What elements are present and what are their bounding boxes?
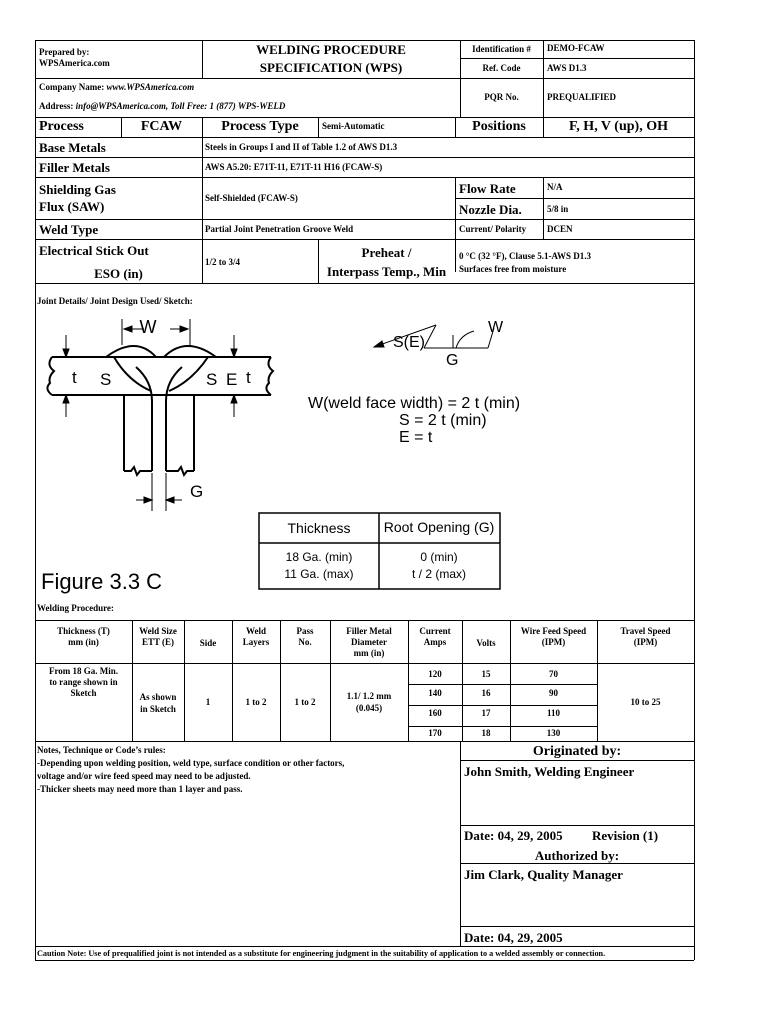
- filler-metals-label: Filler Metals: [39, 160, 110, 175]
- prepared-by-label: Prepared by:: [39, 47, 90, 57]
- col-filler: [330, 626, 408, 659]
- table-row-1-amps: 120: [428, 669, 442, 679]
- page-title-line1: WELDING PROCEDURE: [256, 42, 406, 57]
- weld-symbol-w: W: [488, 319, 504, 336]
- sketch-table-thickness-max: 11 Ga. (max): [284, 567, 354, 581]
- cell-filler-line2: (0.045): [355, 703, 383, 713]
- cell-weld-size: [132, 691, 184, 715]
- process-label: Process: [39, 119, 84, 134]
- sketch-t-left-label: t: [72, 368, 77, 387]
- address-value: info@WPSAmerica.com, Toll Free: 1 (877) WPS-WELD: [75, 101, 286, 111]
- authorized-by-label: Authorized by:: [534, 848, 620, 863]
- cell-filler: [330, 690, 408, 714]
- pqr-value: PREQUALIFIED: [547, 92, 617, 102]
- eso-value: 1/2 to 3/4: [205, 257, 240, 267]
- flow-rate-value: N/A: [547, 182, 563, 192]
- preheat-value-line1: 0 °C (32 °F), Clause 5.1-AWS D1.3: [459, 251, 591, 261]
- company-name: [39, 82, 194, 92]
- process-type-label: Process Type: [221, 119, 299, 134]
- cell-thickness: [35, 666, 132, 699]
- positions-value: F, H, V (up), OH: [569, 119, 668, 134]
- col-weld-size-line1: Weld Size: [139, 626, 177, 636]
- col-layers-line2: Layers: [242, 637, 270, 647]
- col-weld-size-line2: ETT (E): [141, 637, 175, 647]
- table-row-4-wire: 130: [546, 728, 561, 738]
- cell-weld-size-line2: in Sketch: [140, 704, 176, 714]
- table-row-2-volts: 16: [481, 688, 491, 698]
- formula-e: E = t: [399, 429, 433, 446]
- table-row-2-amps: 140: [428, 688, 442, 698]
- col-layers-line1: Weld: [245, 626, 266, 636]
- col-weld-size: [132, 626, 184, 648]
- cell-travel: 10 to 25: [630, 697, 661, 707]
- joint-sketch: [36, 305, 576, 605]
- company-label: Company Name:: [39, 82, 105, 92]
- joint-details-label: Joint Details/ Joint Design Used/ Sketch:: [37, 296, 193, 306]
- page-title-line2: SPECIFICATION (WPS): [259, 60, 403, 75]
- col-thickness-line2: mm (in): [68, 637, 99, 647]
- col-pass: [280, 626, 330, 648]
- col-travel-line1: Travel Speed: [620, 626, 671, 636]
- address: [39, 101, 285, 111]
- col-thickness: [35, 626, 132, 648]
- weld-type-value: Partial Joint Penetration Groove Weld: [205, 224, 354, 234]
- preheat-label-line2: Interpass Temp., Min: [326, 264, 447, 279]
- pqr-label: PQR No.: [484, 92, 519, 102]
- nozzle-dia-label: Nozzle Dia.: [459, 202, 522, 217]
- formula-s: S = 2 t (min): [399, 412, 487, 429]
- welding-procedure-label: Welding Procedure:: [37, 603, 114, 613]
- ref-code-value: AWS D1.3: [547, 63, 587, 73]
- caution-note: Caution Note: Use of prequalified joint is not intended as a substitute for engineering judgment in the suitability of application to a welded assembly or connection.: [37, 949, 606, 958]
- process-value: FCAW: [140, 119, 183, 134]
- table-row-4-amps: 170: [428, 728, 442, 738]
- originated-date: Date: 04, 29, 2005: [464, 828, 563, 843]
- cell-thickness-line3: Sketch: [70, 688, 97, 698]
- col-travel-line2: (IPM): [633, 637, 658, 647]
- sketch-e-label: E: [226, 370, 238, 389]
- col-filler-line3: mm (in): [353, 648, 385, 658]
- cell-weld-size-line1: As shown: [139, 692, 177, 702]
- figure-caption: Figure 3.3 C: [41, 569, 163, 594]
- base-metals-value: Steels in Groups I and II of Table 1.2 of AWS D1.3: [205, 142, 398, 152]
- sketch-table-header-root: Root Opening (G): [383, 519, 495, 535]
- cell-layers: 1 to 2: [245, 697, 267, 707]
- weld-type-label: Weld Type: [39, 222, 99, 237]
- table-row-3-amps: 160: [428, 708, 442, 718]
- col-thickness-line1: Thickness (T): [57, 626, 110, 636]
- col-wire-feed: [510, 626, 597, 648]
- col-wire-feed-line2: (IPM): [541, 637, 566, 647]
- sketch-table-thickness-min: 18 Ga. (min): [285, 550, 353, 564]
- cell-side: 1: [205, 697, 211, 707]
- col-wire-feed-line1: Wire Feed Speed: [520, 626, 587, 636]
- current-polarity-value: DCEN: [547, 224, 573, 234]
- table-row-1-volts: 15: [481, 669, 491, 679]
- company-value: www.WPSAmerica.com: [106, 82, 195, 92]
- col-current-line1: Current: [419, 626, 451, 636]
- revision: Revision (1): [592, 828, 659, 843]
- col-current-line2: Amps: [423, 637, 447, 647]
- sketch-w-label: W: [139, 317, 157, 337]
- identification-label: Identification #: [472, 44, 531, 54]
- eso-label-line2: ESO (in): [94, 266, 143, 281]
- sketch-table-header-thickness: Thickness: [287, 520, 351, 536]
- sketch-table-root-max: t / 2 (max): [411, 567, 467, 581]
- cell-filler-line1: 1.1/ 1.2 mm: [346, 691, 392, 701]
- preheat-value-line2: Surfaces free from moisture: [459, 264, 567, 274]
- eso-label-line1: Electrical Stick Out: [39, 243, 149, 258]
- cell-thickness-line1: From 18 Ga. Min.: [48, 666, 119, 676]
- current-polarity-label: Current/ Polarity: [459, 224, 527, 234]
- cell-thickness-line2: to range shown in: [49, 677, 118, 687]
- preheat-label-line1: Preheat /: [361, 245, 412, 260]
- col-pass-line2: No.: [298, 637, 312, 647]
- weld-symbol-se: S(E): [393, 334, 425, 351]
- authorized-date: Date: 04, 29, 2005: [464, 930, 563, 945]
- col-filler-line1: Filler Metal: [346, 626, 392, 636]
- base-metals-label: Base Metals: [39, 140, 106, 155]
- notes-title: Notes, Technique or Code’s rules:: [37, 745, 166, 755]
- nozzle-dia-value: 5/8 in: [547, 204, 569, 214]
- originated-by-label: Originated by:: [532, 744, 622, 759]
- positions-label: Positions: [472, 119, 526, 134]
- notes-line1: -Depending upon welding position, weld type, surface condition or other factors,: [37, 758, 345, 768]
- col-travel: [597, 626, 694, 648]
- shielding-gas-label: Shielding Gas: [39, 182, 116, 197]
- identification-value: DEMO-FCAW: [547, 43, 605, 53]
- notes-line2: voltage and/or wire feed speed may need to be adjusted.: [37, 771, 251, 781]
- sketch-s-left-label: S: [100, 370, 112, 389]
- col-layers: [232, 626, 280, 648]
- sketch-t-right-label: t: [246, 368, 251, 387]
- table-row-3-volts: 17: [481, 708, 491, 718]
- shielding-value: Self-Shielded (FCAW-S): [205, 193, 298, 203]
- col-volts: Volts: [476, 638, 496, 648]
- col-current: [408, 626, 462, 648]
- formula-w: W(weld face width) = 2 t (min): [308, 395, 521, 412]
- sketch-s-right-label: S: [206, 370, 218, 389]
- address-label: Address:: [39, 101, 74, 111]
- col-pass-line1: Pass: [296, 626, 314, 636]
- table-row-4-volts: 18: [481, 728, 491, 738]
- notes-line3: -Thicker sheets may need more than 1 layer and pass.: [37, 784, 243, 794]
- ref-code-label: Ref. Code: [482, 63, 521, 73]
- col-side: Side: [199, 638, 217, 648]
- table-row-3-wire: 110: [546, 708, 560, 718]
- process-type-value: Semi-Automatic: [322, 121, 385, 131]
- flux-label: Flux (SAW): [39, 199, 105, 214]
- prepared-by-value: WPSAmerica.com: [39, 58, 110, 68]
- authorized-by-name: Jim Clark, Quality Manager: [464, 867, 623, 882]
- table-row-2-wire: 90: [549, 688, 558, 698]
- flow-rate-label: Flow Rate: [459, 181, 516, 196]
- cell-pass: 1 to 2: [294, 697, 316, 707]
- originated-by-name: John Smith, Welding Engineer: [464, 764, 635, 779]
- filler-metals-value: AWS A5.20: E71T-11, E71T-11 H16 (FCAW-S): [205, 162, 383, 172]
- col-filler-line2: Diameter: [351, 637, 387, 647]
- sketch-table-root-min: 0 (min): [420, 550, 458, 564]
- sketch-g-label: G: [190, 482, 204, 501]
- table-row-1-wire: 70: [549, 669, 558, 679]
- weld-symbol-g: G: [446, 352, 459, 369]
